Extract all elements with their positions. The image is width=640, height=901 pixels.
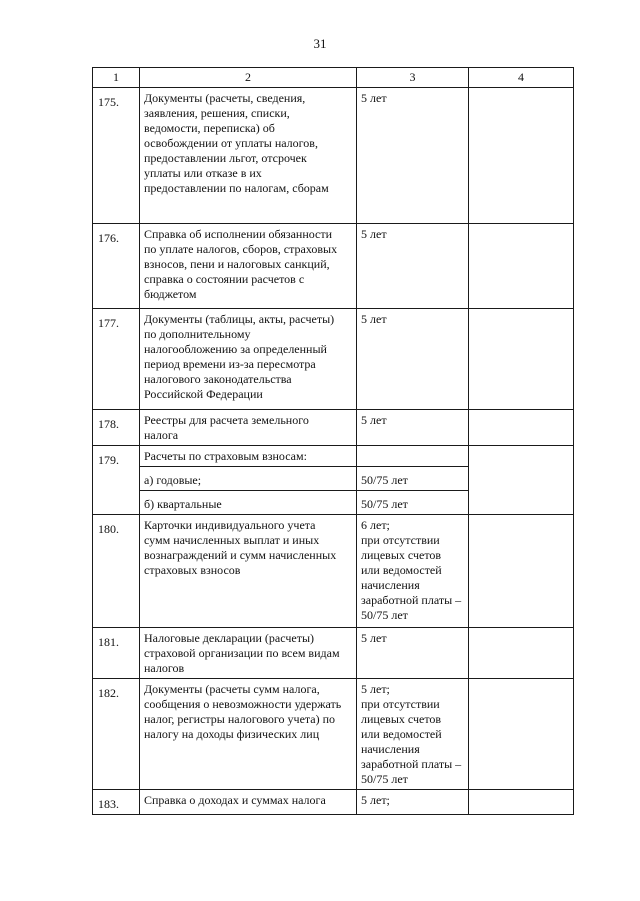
table-row bbox=[93, 515, 574, 628]
retention-term: 50/75 лет bbox=[357, 467, 469, 491]
document-title: Реестры для расчета земельного налога bbox=[140, 410, 357, 446]
retention-term: 5 лет bbox=[357, 410, 469, 446]
note-cell bbox=[469, 446, 574, 515]
row-number: 182. bbox=[93, 679, 140, 790]
table-row bbox=[93, 679, 574, 790]
retention-term: 5 лет; при отсутствии лицевых счетов или ведомостей начисления заработной платы – 50/75 лет bbox=[357, 679, 469, 790]
table-row bbox=[93, 410, 574, 446]
document-title: Документы (расчеты, сведения, заявления, решения, списки, ведомости, переписка) об освобождении от уплаты налогов, предоставлении льгот, отсрочек уплаты или отказе в их предоставлении по налогам, сборам bbox=[140, 88, 357, 224]
table-row bbox=[93, 790, 574, 815]
document-title: Справка о доходах и суммах налога bbox=[140, 790, 357, 815]
table-row bbox=[93, 88, 574, 224]
document-title: Документы (расчеты сумм налога, сообщения о невозможности удержать налог, регистры налогового учета) по налогу на доходы физических лиц bbox=[140, 679, 357, 790]
row-number: 175. bbox=[93, 88, 140, 224]
retention-term: 5 лет bbox=[357, 224, 469, 309]
note-cell bbox=[469, 628, 574, 679]
retention-table bbox=[92, 67, 574, 815]
row-number: 177. bbox=[93, 309, 140, 410]
document-title: Справка об исполнении обязанности по уплате налогов, сборов, страховых взносов, пени и налоговых санкций, справка о состоянии расчетов с бюджетом bbox=[140, 224, 357, 309]
document-subtitle: б) квартальные bbox=[140, 491, 357, 515]
header-col-4: 4 bbox=[469, 68, 574, 88]
table-header-row bbox=[93, 68, 574, 88]
row-number: 178. bbox=[93, 410, 140, 446]
row-number: 179. bbox=[93, 446, 140, 515]
note-cell bbox=[469, 515, 574, 628]
table-row bbox=[93, 309, 574, 410]
retention-term: 6 лет; при отсутствии лицевых счетов или ведомостей начисления заработной платы – 50/75 лет bbox=[357, 515, 469, 628]
retention-term: 5 лет bbox=[357, 628, 469, 679]
row-number: 176. bbox=[93, 224, 140, 309]
retention-term: 50/75 лет bbox=[357, 491, 469, 515]
table-row bbox=[93, 446, 574, 467]
header-col-2: 2 bbox=[140, 68, 357, 88]
note-cell bbox=[469, 410, 574, 446]
note-cell bbox=[469, 309, 574, 410]
note-cell bbox=[469, 88, 574, 224]
table-row bbox=[93, 224, 574, 309]
header-col-3: 3 bbox=[357, 68, 469, 88]
retention-term: 5 лет bbox=[357, 309, 469, 410]
row-number: 180. bbox=[93, 515, 140, 628]
document-title: Карточки индивидуального учета сумм начисленных выплат и иных вознаграждений и сумм начисленных страховых взносов bbox=[140, 515, 357, 628]
document-title: Налоговые декларации (расчеты) страховой организации по всем видам налогов bbox=[140, 628, 357, 679]
table-row bbox=[93, 628, 574, 679]
retention-term bbox=[357, 446, 469, 467]
row-number: 183. bbox=[93, 790, 140, 815]
row-number: 181. bbox=[93, 628, 140, 679]
note-cell bbox=[469, 679, 574, 790]
note-cell bbox=[469, 224, 574, 309]
page-number: 31 bbox=[313, 36, 327, 51]
retention-term: 5 лет bbox=[357, 88, 469, 224]
document-subtitle: а) годовые; bbox=[140, 467, 357, 491]
document-title: Документы (таблицы, акты, расчеты) по дополнительному налогообложению за определенный период времени из-за пересмотра налогового законодательства Российской Федерации bbox=[140, 309, 357, 410]
header-col-1: 1 bbox=[93, 68, 140, 88]
note-cell bbox=[469, 790, 574, 815]
retention-term: 5 лет; bbox=[357, 790, 469, 815]
document-title: Расчеты по страховым взносам: bbox=[140, 446, 357, 467]
